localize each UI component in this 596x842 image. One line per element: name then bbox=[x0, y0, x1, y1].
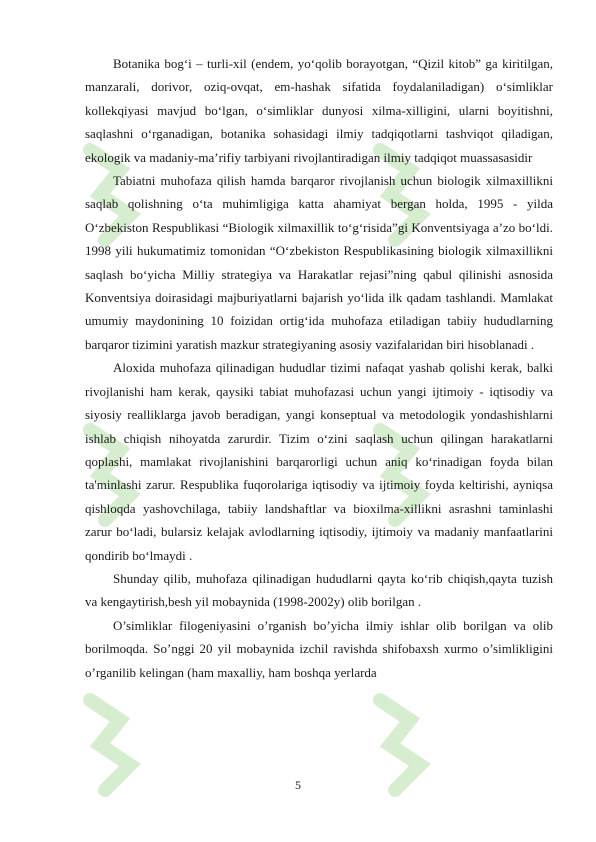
paragraph: Botanika bog‘i – turli-xil (endem, yo‘qolib borayotgan, “Qizil kitob” ga kiritilgan, manzarali, dorivor, oziq-ovqat, em-hashak sifatida foydalaniladigan) o‘simliklar kollekqiyasi mavjud bo‘lgan, o‘simliklar dunyosi xilma-xilligini, ularni boyitishni, saqlashni o‘rganadigan, botanika sohasidagi ilmiy tadqiqotlarni tashviqot qiladigan, ekologik va madaniy-ma’rifiy tarbiyani rivojlantiradigan ilmiy tadqiqot muassasasidir bbox=[85, 56, 553, 165]
paragraph: Tabiatni muhofaza qilish hamda barqaror rivojlanish uchun biologik xilmaxillikni saqlab qolishning o‘ta muhimligiga katta ahamiyat bergan holda, 1995 - yilda O‘zbekiston Respublikasi “Biologik xilmaxillik to‘g‘risida”gi Konventsiyaga a’zo bo‘ldi. 1998 yili hukumatimiz tomonidan “O‘zbekiston Respublikasining biologik xilmaxillikni saqlash bo‘yicha Milliy strategiya va Harakatlar rejasi”ning qabul qilinishi asnosida Konventsiya doirasidagi majburiyatlarni bajarish yo‘lida ilk qadam tashlandi. Mamlakat umumiy maydonining 10 foizidan ortig‘ida muhofaza etiladigan tabiiy hududlarning barqaror tizimini yaratish mazkur strategiyaning asosiy vazifalaridan biri hisoblanadi . bbox=[85, 173, 553, 352]
page-number: 5 bbox=[295, 778, 301, 792]
paragraph: O’simliklar filogeniyasini o’rganish bo’yicha ilmiy ishlar olib borilgan va olib borilmoqda. So’nggi 20 yil mobaynida izchil ravishda shifobaxsh xurmo o’simlikligini o’rganilib kelingan (ham maxalliy, ham boshqa yerlarda bbox=[85, 617, 553, 680]
document-body bbox=[85, 52, 553, 684]
paragraph: Shunday qilib, muhofaza qilinadigan hududlarni qayta ko‘rib chiqish,qayta tuzish va kengaytirish,besh yil mobaynida (1998-2002y) olib borilgan . bbox=[85, 570, 553, 610]
paragraph: Aloxida muhofaza qilinadigan hududlar tizimi nafaqat yashab qolishi kerak, balki rivojlanishi ham kerak, qaysiki tabiat muhofazasi uchun yangi ijtimoiy - iqtisodiy va siyosiy realliklarga javob beradigan, yangi konseptual va metodologik yondashishlarni ishlab chiqish nihoyatda zarurdir. Tizim o‘zini saqlash uchun qilingan harakatlarni qoplashi, mamlakat rivojlanishini barqarorligi uchun aniq ko‘rinadigan foyda bilan ta'minlashi zarur. Respublika fuqorolariga iqtisodiy va ijtimoiy foyda keltirishi, ayniqsa qishloqda yashovchilaga, tabiiy landshaftlar va bioxilma-xillikni asrashni taminlashi zarur bo‘ladi, bularsiz kelajak avlodlarning iqtisodiy, ijtimoiy va madaniy manfaatlarini qondirib bo‘lmaydi . bbox=[85, 360, 553, 563]
